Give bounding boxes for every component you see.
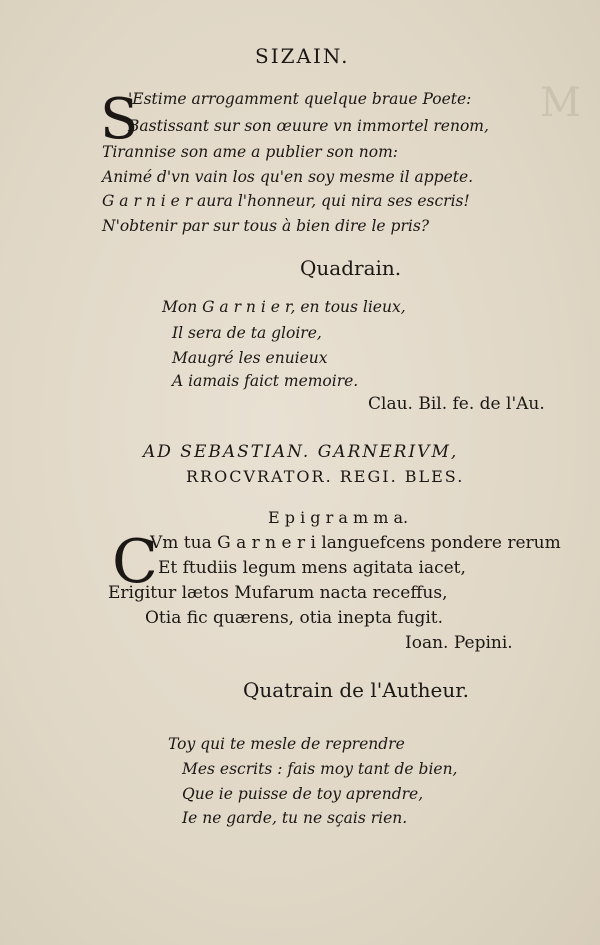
sizain-line-6: N'obtenir par sur tous à bien dire le pris? bbox=[102, 217, 430, 235]
quadrain-title: Quadrain. bbox=[300, 256, 402, 280]
drop-cap-s: S bbox=[100, 87, 139, 152]
sizain-line-2: Bastissant sur son œuure vn immortel renom, bbox=[128, 117, 489, 135]
quatrain-line-1: Toy qui te mesle de reprendre bbox=[168, 735, 405, 753]
epigram-line-1: Vm tua G a r n e r i languefcens pondere rerum bbox=[150, 533, 561, 553]
sizain-line-4: Animé d'vn vain los qu'en soy mesme il appete. bbox=[102, 168, 474, 186]
quatrain-title: Quatrain de l'Autheur. bbox=[243, 678, 469, 702]
epigram-line-2: Et ftudiis legum mens agitata iacet, bbox=[158, 558, 466, 578]
epigram-signature: Ioan. Pepini. bbox=[405, 633, 513, 653]
latin-address-line-2: RROCVRATOR. REGI. BLES. bbox=[186, 467, 465, 486]
quadrain-line-2: Il sera de ta gloire, bbox=[172, 324, 322, 342]
sizain-line-1: 'Estime arrogamment quelque braue Poete: bbox=[128, 90, 472, 108]
drop-cap-c: C bbox=[112, 527, 158, 597]
sizain-line-5: G a r n i e r aura l'honneur, qui nira ses escris! bbox=[102, 192, 470, 210]
quatrain-line-2: Mes escrits : fais moy tant de bien, bbox=[182, 760, 458, 778]
show-through-mark: M bbox=[540, 80, 581, 126]
quadrain-line-4: A iamais faict memoire. bbox=[172, 372, 359, 390]
epigram-line-3: Erigitur lætos Mufarum nacta receffus, bbox=[108, 583, 448, 603]
epigram-line-4: Otia fic quærens, otia inepta fugit. bbox=[145, 608, 444, 628]
quadrain-line-3: Maugré les enuieux bbox=[172, 349, 328, 367]
quatrain-line-4: Ie ne garde, tu ne sçais rien. bbox=[182, 809, 408, 827]
latin-address-line-1: AD SEBASTIAN. GARNERIVM, bbox=[143, 442, 459, 462]
sizain-line-3: Tirannise son ame a publier son nom: bbox=[102, 143, 399, 161]
quatrain-line-3: Que ie puisse de toy aprendre, bbox=[182, 785, 424, 803]
epigram-subtitle: E p i g r a m m a. bbox=[268, 508, 409, 527]
page-header: SIZAIN. bbox=[255, 44, 350, 68]
quadrain-signature: Clau. Bil. fe. de l'Au. bbox=[368, 394, 545, 414]
quadrain-line-1: Mon G a r n i e r, en tous lieux, bbox=[162, 298, 406, 316]
